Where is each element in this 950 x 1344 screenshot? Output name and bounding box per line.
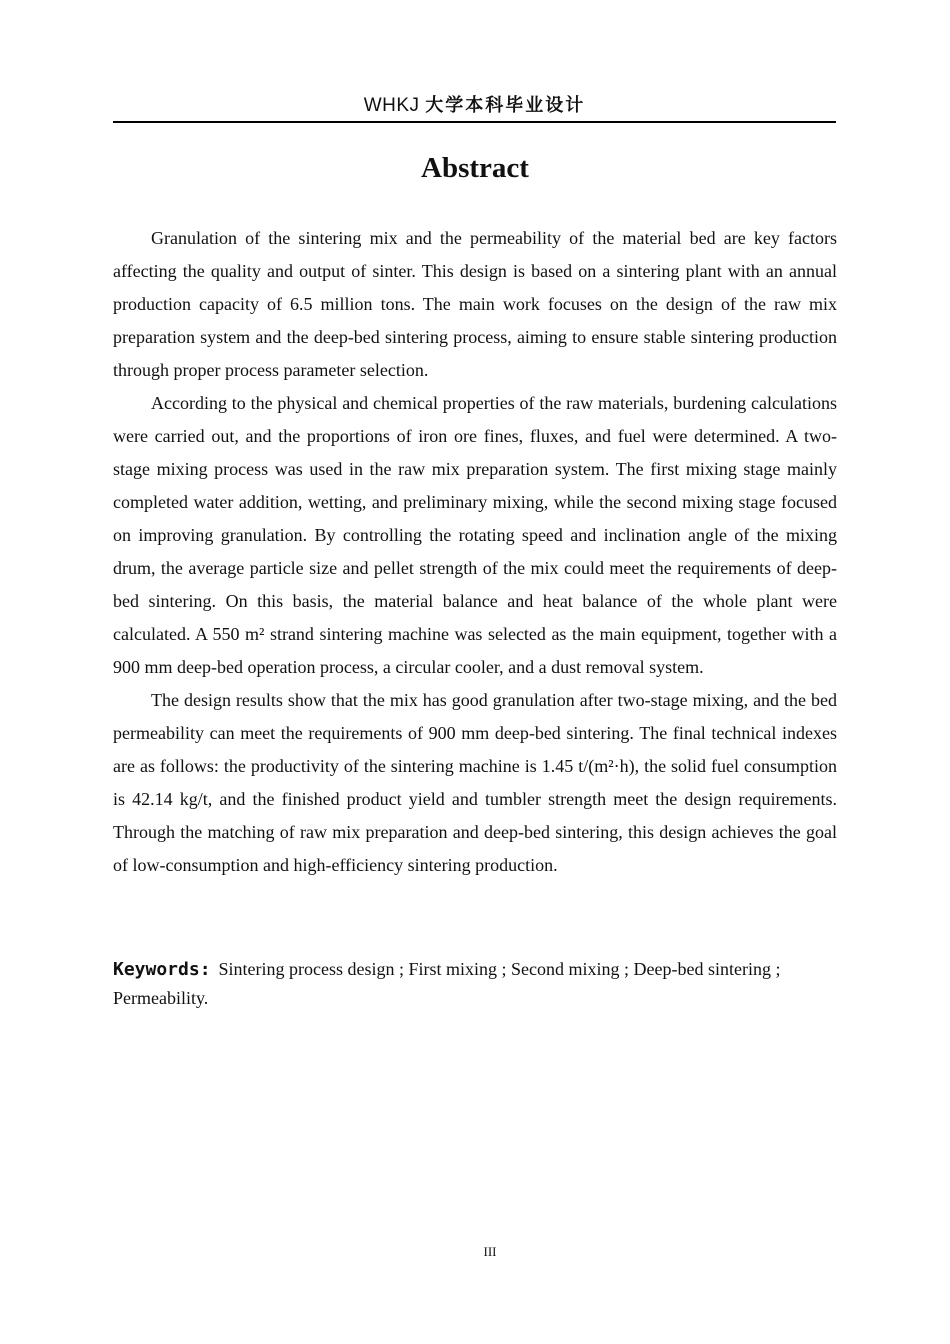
page-header [113,92,836,123]
header-school-latin: WHKJ [363,95,420,116]
abstract-paragraph-2: According to the physical and chemical properties of the raw materials, burdening calculations were carried out, and the proportions of iron ore fines, fluxes, and fuel were determined. A two-stage mixing process was used in the raw mix preparation system. The first mixing stage mainly completed water addition, wetting, and preliminary mixing, while the second mixing stage focused on improving granulation. By controlling the rotating speed and inclination angle of the mixing drum, the average particle size and pellet strength of the mix could meet the requirements of deep-bed sintering. On this basis, the material balance and heat balance of the whole plant were calculated. A 550 m² strand sintering machine was selected as the main equipment, together with a 900 mm deep-bed operation process, a circular cooler, and a dust removal system. [113,393,837,677]
keywords [113,955,837,1012]
abstract-title: Abstract [421,152,529,184]
keywords-text: Sintering process design ; First mixing ; Second mixing ; Deep-bed sintering ; Permeability. [113,959,781,1008]
header-school-chinese: 大学本科毕业设计 [425,95,586,116]
page-number: III [483,1244,497,1259]
keywords-label: Keywords: [113,959,211,980]
abstract-paragraph-1: Granulation of the sintering mix and the permeability of the material bed are key factors affecting the quality and output of sinter. This design is based on a sintering plant with an annual production capacity of 6.5 million tons. The main work focuses on the design of the raw mix preparation system and the deep-bed sintering process, aiming to ensure stable sintering production through proper process parameter selection. [113,228,837,380]
abstract-body [113,222,837,882]
abstract-paragraph-3: The design results show that the mix has good granulation after two-stage mixing, and the bed permeability can meet the requirements of 900 mm deep-bed sintering. The final technical indexes are as follows: the productivity of the sintering machine is 1.45 t/(m²·h), the solid fuel consumption is 42.14 kg/t, and the finished product yield and tumbler strength meet the design requirements. Through the matching of raw mix preparation and deep-bed sintering, this design achieves the goal of low-consumption and high-efficiency sintering production. [113,690,837,875]
